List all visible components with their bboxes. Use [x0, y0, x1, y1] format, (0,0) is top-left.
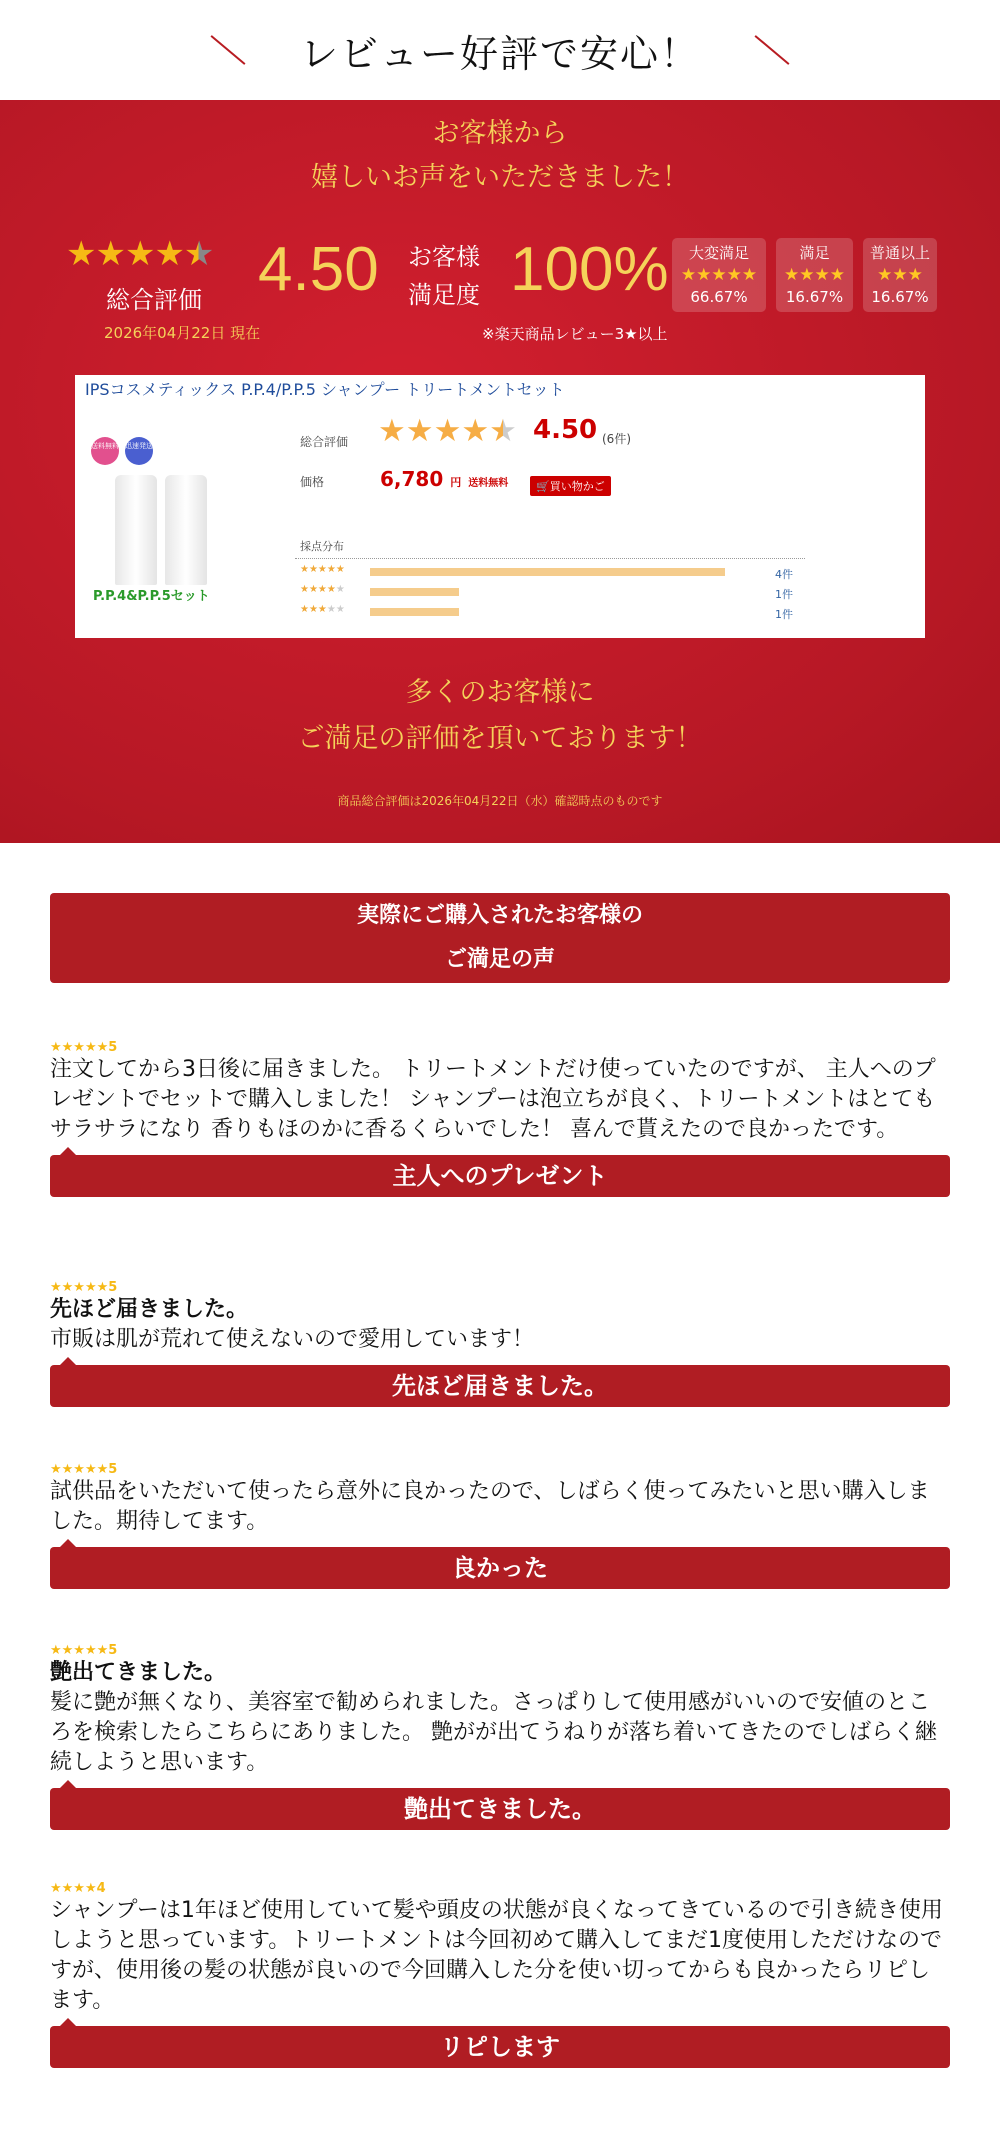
distribution-count[interactable]: 1件 [775, 588, 793, 601]
review-text: シャンプーは1年ほど使用していて髪や頭皮の状態が良くなってきているので引き続き使用しようと思っています。トリートメントは今回初めて購入してまだ1度使用しただけなのですが、使用後の髪の状態が良いので今回購入した分を使い切ってからも良かったらリピします。 [50, 1898, 943, 2013]
review-stars-icon: ★★★★★5 [50, 1280, 118, 1295]
distribution-stars-icon: ★★★★★ [300, 564, 345, 575]
distribution-count[interactable]: 1件 [775, 608, 793, 621]
distribution-bar [370, 568, 725, 576]
review-item [50, 1462, 950, 1589]
product-stars-icon: ★★★★★ [378, 413, 517, 449]
review-item [50, 1280, 950, 1407]
distribution-bar [370, 588, 459, 596]
satisfaction-note: ※楽天商品レビュー3★以上 [482, 325, 668, 343]
review-banner: 先ほど届きました。 [50, 1365, 950, 1407]
decorative-slash-right [755, 35, 790, 65]
breakdown-normal-or-above: 普通以上 ★★★ 16.67% [863, 238, 937, 312]
review-stars-icon: ★★★★★5 [50, 1462, 118, 1477]
free-shipping-badge: 送料無料 [91, 437, 119, 465]
distribution-stars-icon: ★★★★★ [300, 584, 345, 595]
decorative-slash-left [210, 35, 245, 65]
distribution-bar [370, 608, 459, 616]
hero-line2: 嬉しいお声をいただきました！ [311, 162, 689, 193]
breakdown-very-satisfied: 大変満足 ★★★★★ 66.67% [672, 238, 766, 312]
review-count[interactable]: (6件) [602, 432, 631, 446]
price: 6,780 円 送料無料 [380, 467, 509, 491]
cart-icon: 🛒 [536, 480, 550, 493]
hero-line1: お客様から [432, 118, 568, 149]
distribution-label: 採点分布 [300, 540, 344, 553]
overall-stars-icon: ★★★★★ [66, 234, 214, 274]
review-text: 市販は肌が荒れて使えないので愛用しています！ [50, 1327, 535, 1352]
hero-line4: ご満足の評価を頂いております！ [297, 723, 703, 754]
review-item [50, 1040, 950, 1197]
section-header [0, 0, 1000, 100]
hero-heading [0, 112, 1000, 200]
rating-date: 2026年04月22日 現在 [104, 324, 261, 342]
review-stars-icon: ★★★★★5 [50, 1643, 118, 1658]
review-banner: 主人へのプレゼント [50, 1155, 950, 1197]
review-banner: 良かった [50, 1547, 950, 1589]
overall-score: 4.50 [258, 235, 379, 304]
rating-label: 総合評価 [300, 435, 349, 449]
product-title[interactable]: IPSコスメティックス P.P.4/P.P.5 シャンプー トリートメントセット [85, 380, 565, 399]
review-banner: リピします [50, 2026, 950, 2068]
fast-shipping-badge: 迅速発送 [125, 437, 153, 465]
review-banner: 艶出てきました。 [50, 1788, 950, 1830]
reviews-heading: 実際にご購入されたお客様の ご満足の声 [50, 893, 950, 983]
hero-line3: 多くのお客様に [405, 677, 595, 708]
review-item [50, 1881, 950, 2068]
overall-label: 総合評価 [106, 286, 202, 314]
product-score: 4.50 [533, 415, 598, 445]
product-image-tube [165, 475, 207, 585]
product-caption: P.P.4&P.P.5セット [93, 589, 210, 604]
divider [295, 558, 805, 559]
review-title: 先ほど届きました。 [50, 1297, 249, 1322]
breakdown-satisfied: 満足 ★★★★ 16.67% [776, 238, 853, 312]
hero-footnote: 商品総合評価は2026年04月22日（水）確認時点のものです [337, 794, 663, 808]
distribution-count[interactable]: 4件 [775, 568, 793, 581]
product-card [75, 375, 925, 638]
review-text: 注文してから3日後に届きました。 トリートメントだけ使っていたのですが、 主人へのプレゼントでセットで購入しました！ シャンプーは泡立ちが良く、トリートメントはとてもサラサラになり 香りもほのかに香るくらいでした！ 喜んで貰えたので良かったです。 [50, 1057, 936, 1142]
review-item [50, 1643, 950, 1830]
review-text: 髪に艶が無くなり、美容室で勧められました。さっぱりして使用感がいいので安値のところを検索したらこちらにありました。 艶がが出てうねりが落ち着いてきたのでしばらく継続しようと思います。 [50, 1690, 937, 1775]
review-stars-icon: ★★★★4 [50, 1881, 106, 1896]
review-title: 艶出てきました。 [50, 1660, 227, 1685]
distribution-stars-icon: ★★★★★ [300, 604, 345, 615]
add-to-cart-button[interactable]: 🛒買い物かご [530, 476, 611, 496]
page-title: レビュー好評で安心！ [299, 31, 700, 76]
review-stars-icon: ★★★★★5 [50, 1040, 118, 1055]
product-image-tube [115, 475, 157, 585]
satisfaction-label: お客様 満足度 [408, 243, 480, 309]
satisfaction-value: 100% [510, 235, 669, 304]
review-text: 試供品をいただいて使ったら意外に良かったので、しばらく使ってみたいと思い購入しました。期待してます。 [50, 1479, 930, 1534]
price-label: 価格 [300, 475, 325, 489]
hero-closing [0, 670, 1000, 762]
